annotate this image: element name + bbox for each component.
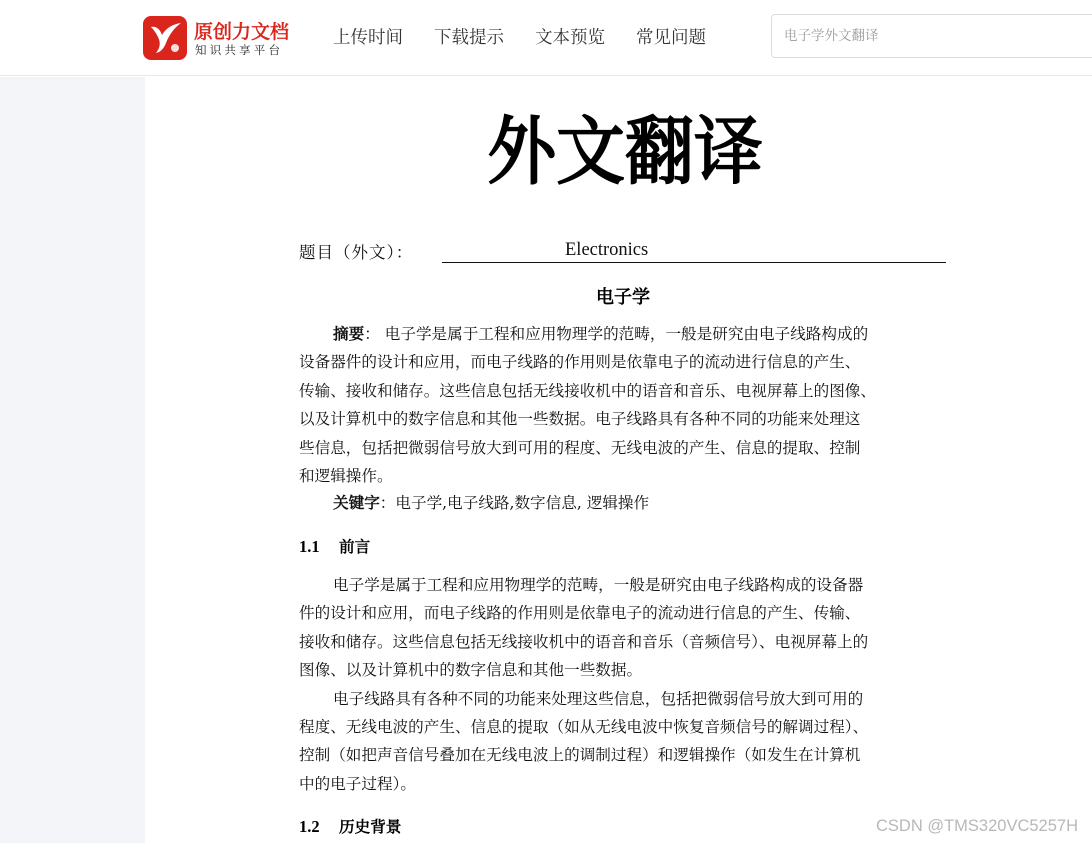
section-heading-1-2 bbox=[299, 815, 401, 837]
paragraph-line: 电子线路具有各种不同的功能来处理这些信息，包括把微弱信号放大到可用的 bbox=[333, 689, 864, 708]
watermark: CSDN @TMS320VC5257H bbox=[876, 817, 1078, 835]
paragraph-line: 中的电子过程）。 bbox=[299, 774, 416, 793]
nav-item-text-preview[interactable]: 文本预览 bbox=[535, 28, 605, 48]
abstract-text: ： 电子学是属于工程和应用物理学的范畴，一般是研究由电子线路构成的 bbox=[364, 325, 869, 343]
section-title: 前言 bbox=[339, 537, 371, 556]
keywords-text: ：电子学,电子线路,数字信息, 逻辑操作 bbox=[379, 494, 650, 512]
document-preview bbox=[145, 77, 1092, 843]
subject-label: 题目（外文）： bbox=[299, 243, 414, 262]
nav-item-faq[interactable]: 常见问题 bbox=[636, 28, 706, 48]
abstract-paragraph bbox=[299, 320, 949, 490]
site-header bbox=[0, 0, 1092, 76]
logo-icon bbox=[142, 15, 188, 61]
abstract-line: 传输、接收和储存。这些信息包括无线接收机中的语音和音乐、电视屏幕上的图像、 bbox=[299, 381, 876, 400]
paragraph-line: 电子学是属于工程和应用物理学的范畴，一般是研究由电子线路构成的设备器 bbox=[333, 576, 864, 594]
paragraph-line: 图像、以及计算机中的数字信息和其他一些数据。 bbox=[299, 661, 643, 680]
paragraph-line: 控制（如把声音信号叠加在无线电波上的调制过程）和逻辑操作（如发生在计算机 bbox=[299, 746, 861, 765]
abstract-line: 以及计算机中的数字信息和其他一些数据。电子线路具有各种不同的功能来处理这 bbox=[299, 410, 861, 429]
paragraph-line: 件的设计和应用，而电子线路的作用则是依靠电子的流动进行信息的产生、传输、 bbox=[299, 604, 861, 623]
nav-item-upload-time[interactable]: 上传时间 bbox=[333, 28, 403, 48]
paragraph-line: 程度、无线电波的产生、信息的提取（如从无线电波中恢复音频信号的解调过程）、 bbox=[299, 717, 869, 736]
abstract-label: 摘要 bbox=[333, 324, 365, 343]
section-heading-1-1 bbox=[299, 535, 370, 557]
abstract-line: 些信息，包括把微弱信号放大到可用的程度、无线电波的产生、信息的提取、控制 bbox=[299, 438, 861, 457]
section-number: 1.2 bbox=[299, 817, 320, 836]
search-input[interactable] bbox=[771, 14, 1092, 58]
logo-subtitle: 知识共享平台 bbox=[195, 43, 284, 57]
abstract-line: 和逻辑操作。 bbox=[299, 466, 393, 485]
section-title: 历史背景 bbox=[339, 817, 402, 836]
document-title: 外文翻译 bbox=[487, 109, 763, 195]
abstract-line: 设备器件的设计和应用，而电子线路的作用则是依靠电子的流动进行信息的产生、 bbox=[299, 353, 861, 372]
section-number: 1.1 bbox=[299, 537, 320, 556]
subject-value: Electronics bbox=[565, 240, 649, 260]
logo-title: 原创力文档 bbox=[194, 21, 290, 43]
site-logo[interactable] bbox=[142, 13, 302, 63]
section-paragraph bbox=[299, 571, 949, 798]
subject-row bbox=[299, 239, 947, 267]
abstract-line bbox=[299, 320, 949, 348]
keywords-label: 关键字 bbox=[333, 493, 380, 512]
nav-item-download-tips[interactable]: 下载提示 bbox=[434, 28, 504, 48]
subject-underline bbox=[442, 262, 946, 263]
left-sidebar-background bbox=[0, 77, 145, 843]
document-heading: 电子学 bbox=[596, 287, 650, 308]
keywords-line bbox=[333, 491, 649, 513]
paragraph-line: 接收和储存。这些信息包括无线接收机中的语音和音乐（音频信号）、电视屏幕上的 bbox=[299, 632, 869, 651]
